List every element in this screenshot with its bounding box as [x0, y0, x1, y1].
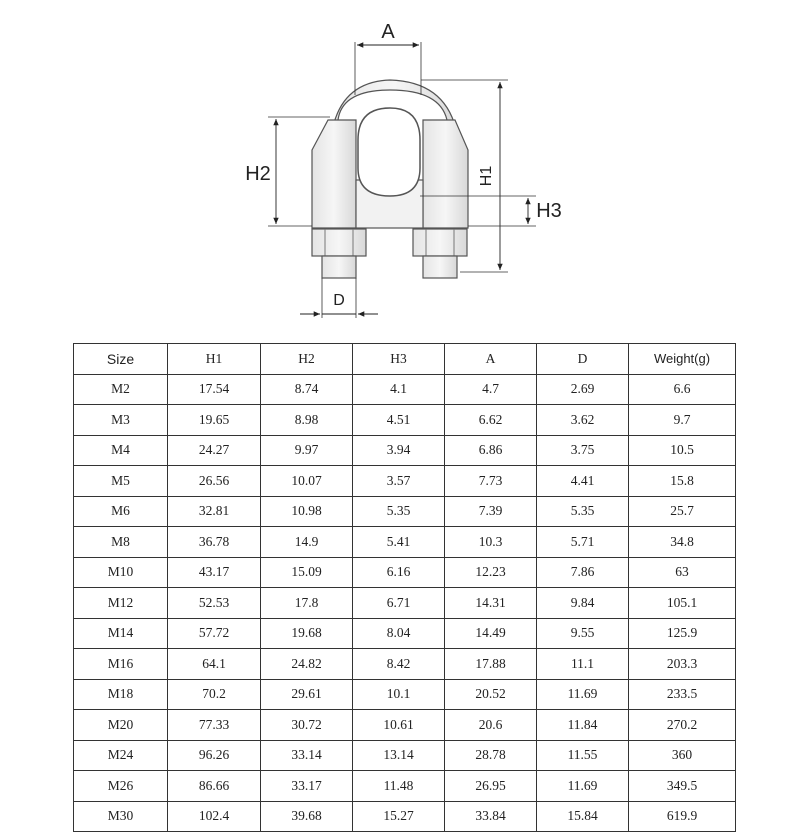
cell-h1: 24.27: [168, 435, 261, 466]
cell-weight: 619.9: [629, 801, 736, 832]
cell-h1: 17.54: [168, 374, 261, 405]
table-row: [74, 618, 736, 649]
dim-label-h2: H2: [245, 163, 271, 185]
cell-a: 14.31: [445, 588, 537, 619]
cell-a: 6.86: [445, 435, 537, 466]
cell-h1: 36.78: [168, 527, 261, 558]
cell-a: 12.23: [445, 557, 537, 588]
cell-h1: 26.56: [168, 466, 261, 497]
cell-h1: 57.72: [168, 618, 261, 649]
cell-size: M8: [74, 527, 168, 558]
header-h3: H3: [353, 344, 445, 375]
cell-d: 11.69: [537, 771, 629, 802]
cell-weight: 10.5: [629, 435, 736, 466]
header-size: Size: [74, 344, 168, 375]
cell-weight: 360: [629, 740, 736, 771]
cell-a: 7.39: [445, 496, 537, 527]
cell-size: M24: [74, 740, 168, 771]
cell-h2: 33.14: [261, 740, 353, 771]
cell-weight: 25.7: [629, 496, 736, 527]
nut: [312, 229, 366, 256]
cell-weight: 6.6: [629, 374, 736, 405]
cell-d: 9.84: [537, 588, 629, 619]
table-row: [74, 679, 736, 710]
header-h2: H2: [261, 344, 353, 375]
cell-weight: 349.5: [629, 771, 736, 802]
cell-h3: 8.42: [353, 649, 445, 680]
cell-size: M2: [74, 374, 168, 405]
cell-weight: 233.5: [629, 679, 736, 710]
table-body: [74, 374, 736, 832]
cell-h2: 15.09: [261, 557, 353, 588]
cell-d: 2.69: [537, 374, 629, 405]
cell-h3: 4.1: [353, 374, 445, 405]
cell-weight: 34.8: [629, 527, 736, 558]
header-a: A: [445, 344, 537, 375]
cell-a: 20.52: [445, 679, 537, 710]
dim-label-d: D: [333, 292, 345, 309]
cell-h3: 4.51: [353, 405, 445, 436]
cell-size: M4: [74, 435, 168, 466]
cell-size: M16: [74, 649, 168, 680]
cell-h3: 15.27: [353, 801, 445, 832]
cell-d: 11.84: [537, 710, 629, 741]
cell-h3: 10.61: [353, 710, 445, 741]
table-row: [74, 527, 736, 558]
header-h1: H1: [168, 344, 261, 375]
cell-a: 10.3: [445, 527, 537, 558]
cell-h1: 96.26: [168, 740, 261, 771]
cell-h3: 3.94: [353, 435, 445, 466]
cell-d: 11.55: [537, 740, 629, 771]
cell-a: 20.6: [445, 710, 537, 741]
table-header-row: [74, 344, 736, 375]
cell-h2: 39.68: [261, 801, 353, 832]
table-row: [74, 374, 736, 405]
table-row: [74, 435, 736, 466]
dim-label-h1: H1: [478, 165, 495, 187]
cell-h2: 9.97: [261, 435, 353, 466]
table-row: [74, 466, 736, 497]
cell-h2: 17.8: [261, 588, 353, 619]
cell-a: 26.95: [445, 771, 537, 802]
saddle-body: [423, 120, 468, 228]
table-row: [74, 557, 736, 588]
cell-h3: 3.57: [353, 466, 445, 497]
cell-a: 4.7: [445, 374, 537, 405]
cell-h3: 5.35: [353, 496, 445, 527]
cell-d: 3.75: [537, 435, 629, 466]
cell-h1: 70.2: [168, 679, 261, 710]
cell-h2: 10.98: [261, 496, 353, 527]
cell-size: M26: [74, 771, 168, 802]
cell-h2: 19.68: [261, 618, 353, 649]
cell-a: 7.73: [445, 466, 537, 497]
table-row: [74, 649, 736, 680]
header-weight: Weight(g): [629, 344, 736, 375]
cell-h2: 24.82: [261, 649, 353, 680]
wire-rope-clip-drawing: [0, 0, 800, 330]
cell-h3: 11.48: [353, 771, 445, 802]
cell-h2: 14.9: [261, 527, 353, 558]
cell-size: M5: [74, 466, 168, 497]
cell-h1: 102.4: [168, 801, 261, 832]
cell-d: 5.71: [537, 527, 629, 558]
cell-d: 15.84: [537, 801, 629, 832]
cell-weight: 105.1: [629, 588, 736, 619]
table-row: [74, 588, 736, 619]
cell-h2: 8.74: [261, 374, 353, 405]
cell-weight: 63: [629, 557, 736, 588]
cell-size: M30: [74, 801, 168, 832]
cell-size: M20: [74, 710, 168, 741]
cell-h3: 10.1: [353, 679, 445, 710]
cell-a: 28.78: [445, 740, 537, 771]
cell-size: M6: [74, 496, 168, 527]
cell-h1: 86.66: [168, 771, 261, 802]
cell-weight: 270.2: [629, 710, 736, 741]
cell-a: 14.49: [445, 618, 537, 649]
cell-h1: 19.65: [168, 405, 261, 436]
table-row: [74, 405, 736, 436]
cell-d: 7.86: [537, 557, 629, 588]
cell-h3: 13.14: [353, 740, 445, 771]
cell-weight: 15.8: [629, 466, 736, 497]
cell-h3: 6.71: [353, 588, 445, 619]
header-d: D: [537, 344, 629, 375]
cell-size: M14: [74, 618, 168, 649]
cell-h1: 64.1: [168, 649, 261, 680]
cell-a: 6.62: [445, 405, 537, 436]
threaded-end: [322, 256, 356, 278]
rope-hole: [358, 108, 420, 196]
cell-h2: 29.61: [261, 679, 353, 710]
cell-weight: 9.7: [629, 405, 736, 436]
table-row: [74, 710, 736, 741]
cell-h2: 33.17: [261, 771, 353, 802]
dim-label-h3: H3: [536, 200, 562, 222]
cell-h3: 6.16: [353, 557, 445, 588]
nut: [413, 229, 467, 256]
cell-h3: 8.04: [353, 618, 445, 649]
cell-size: M3: [74, 405, 168, 436]
table-row: [74, 771, 736, 802]
cell-h1: 43.17: [168, 557, 261, 588]
cell-h2: 30.72: [261, 710, 353, 741]
cell-weight: 125.9: [629, 618, 736, 649]
cell-d: 5.35: [537, 496, 629, 527]
cell-size: M12: [74, 588, 168, 619]
table-row: [74, 801, 736, 832]
threaded-end: [423, 256, 457, 278]
cell-d: 3.62: [537, 405, 629, 436]
cell-d: 9.55: [537, 618, 629, 649]
cell-h2: 8.98: [261, 405, 353, 436]
cell-h1: 32.81: [168, 496, 261, 527]
table-row: [74, 740, 736, 771]
dim-label-a: A: [381, 21, 395, 43]
table-row: [74, 496, 736, 527]
cell-size: M18: [74, 679, 168, 710]
cell-h1: 52.53: [168, 588, 261, 619]
cell-weight: 203.3: [629, 649, 736, 680]
cell-d: 11.69: [537, 679, 629, 710]
spec-table: [73, 343, 736, 832]
cell-h1: 77.33: [168, 710, 261, 741]
cell-h3: 5.41: [353, 527, 445, 558]
cell-a: 33.84: [445, 801, 537, 832]
cell-size: M10: [74, 557, 168, 588]
cell-d: 4.41: [537, 466, 629, 497]
cell-a: 17.88: [445, 649, 537, 680]
saddle-body: [312, 120, 356, 228]
cell-h2: 10.07: [261, 466, 353, 497]
cell-d: 11.1: [537, 649, 629, 680]
